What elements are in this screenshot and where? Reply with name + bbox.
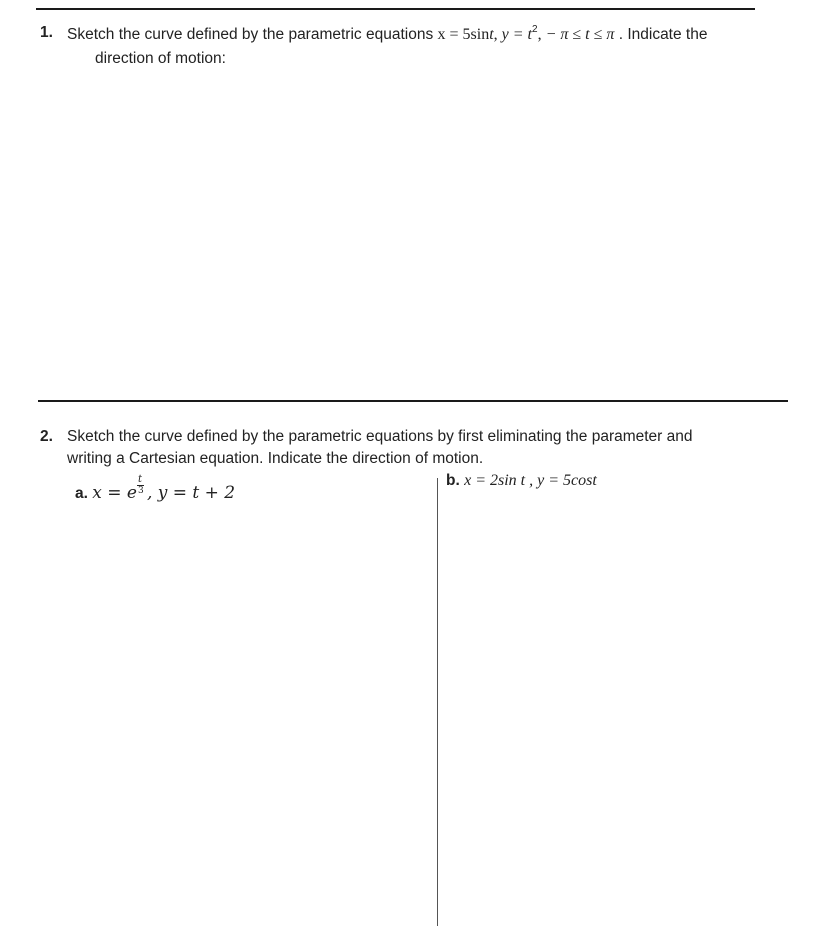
question-1-line-1: Sketch the curve defined by the parametric equations x = 5sint, $y = t^2$, − π ≤ t ≤ π . Indicate the xyxy=(67,24,708,43)
question-2-number: 2. xyxy=(40,428,53,445)
question-2-line-1: Sketch the curve defined by the parametric equations by first eliminating the parameter and xyxy=(67,428,693,445)
column-divider xyxy=(437,478,438,926)
part-a-label: a. xyxy=(75,485,88,502)
part-b xyxy=(446,472,597,490)
question-1-text: Sketch the curve defined by the parametric equations xyxy=(67,26,438,43)
part-b-equation: x = 2sin t , y = 5cost xyxy=(464,472,597,489)
question-1-line-2: direction of motion: xyxy=(95,50,226,67)
question-1-eq-x-var: t xyxy=(489,26,494,43)
question-1-range: − π ≤ t ≤ π xyxy=(545,26,615,43)
part-b-label: b. xyxy=(446,472,460,489)
question-1-number: 1. xyxy=(40,24,53,41)
question-2-line-2: writing a Cartesian equation. Indicate the direction of motion. xyxy=(67,450,484,467)
part-a-equation: x = e $\frac{t}{3}$ , y = t + 2 xyxy=(92,474,236,503)
part-a xyxy=(75,474,236,503)
question-1-eq-y-exponent: 2 xyxy=(532,24,538,35)
part-a-exponent: $\frac{t}{3}$ xyxy=(137,474,144,496)
section-divider xyxy=(38,400,788,402)
question-1-text-after: . Indicate the xyxy=(614,26,708,43)
top-divider xyxy=(36,8,755,10)
question-1-eq-x: x = 5sin xyxy=(437,26,490,43)
question-1-eq-y: y = t xyxy=(501,26,532,43)
